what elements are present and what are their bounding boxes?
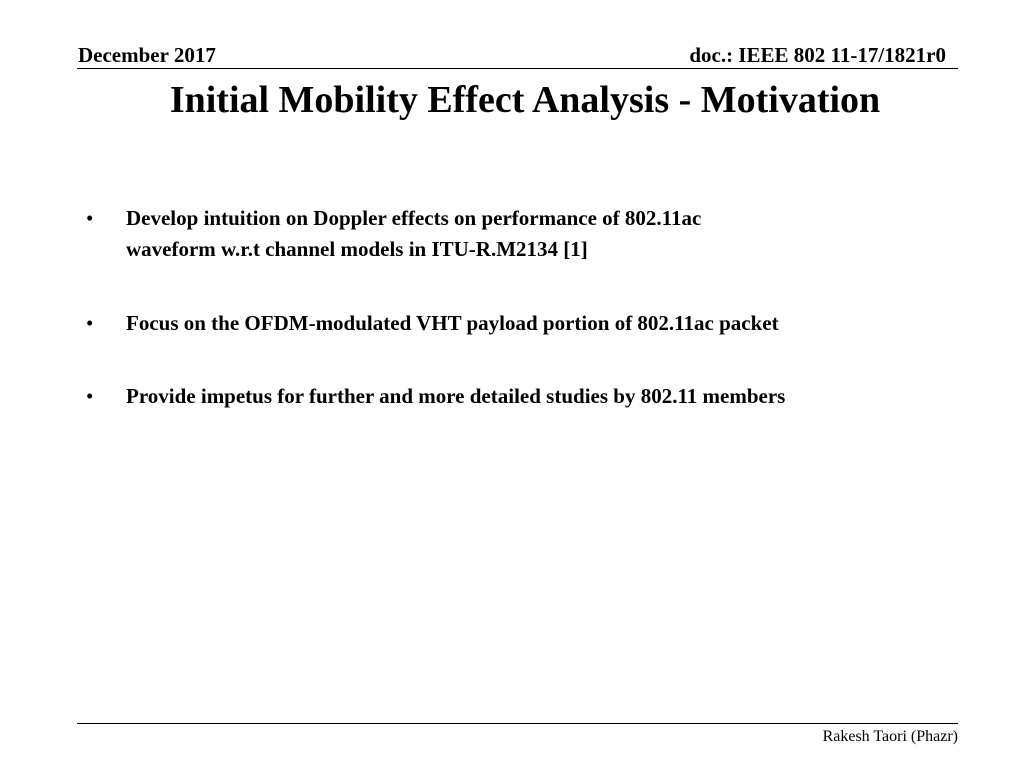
bullet-marker: • [86, 384, 94, 408]
bullet-item-impetus [86, 381, 946, 412]
bullet-item-ofdm [86, 308, 946, 339]
bullet-line: waveform w.r.t channel models in ITU-R.M2134 [1] [126, 237, 588, 261]
bullet-line: Provide impetus for further and more detailed studies by 802.11 members [126, 384, 786, 408]
bullet-marker: • [86, 311, 94, 335]
slide-title: Initial Mobility Effect Analysis - Motivation [169, 79, 881, 121]
footer-divider [77, 723, 958, 724]
bullet-line: Focus on the OFDM-modulated VHT payload portion of 802.11ac packet [126, 311, 779, 335]
bullet-line: Develop intuition on Doppler effects on performance of 802.11ac [126, 206, 702, 230]
footer-author: Rakesh Taori (Phazr) [822, 728, 958, 745]
header-date: December 2017 [78, 43, 216, 67]
header-document-id: doc.: IEEE 802 11-17/1821r0 [689, 43, 946, 67]
bullet-item-doppler [86, 203, 946, 265]
bullet-marker: • [86, 206, 94, 230]
